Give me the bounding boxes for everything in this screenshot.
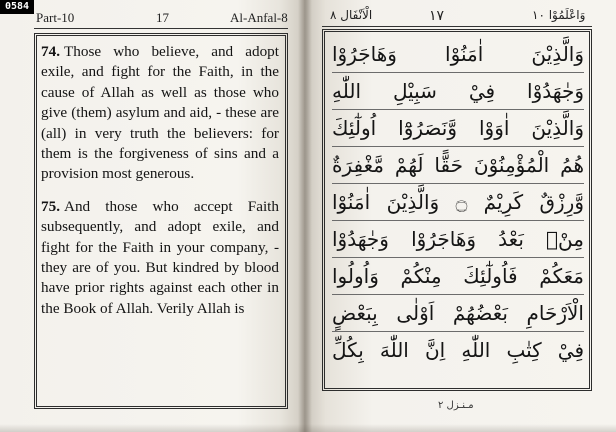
- surah-header: Al-Anfal-8: [230, 10, 288, 25]
- verse-75: [41, 197, 279, 319]
- arabic-surah-header: الْاَنْفَال ٨: [330, 8, 373, 22]
- verse-number: 75.: [41, 197, 60, 215]
- page-number: 17: [156, 10, 169, 25]
- arabic-line: فِيْ كِتٰبِ اللّٰهِ اِنَّ اللّٰهَ بِكُلِّ: [332, 338, 584, 362]
- arabic-text-block: [332, 36, 584, 368]
- verse-number: 74.: [41, 43, 60, 60]
- arabic-header-rule: [322, 26, 592, 27]
- translation-text: [41, 42, 279, 392]
- arabic-page-number: ١٧: [429, 8, 445, 24]
- header-rule: [34, 28, 288, 29]
- manzil-footer: مـنـزل ٢: [438, 400, 474, 411]
- part-header: Part-10: [36, 10, 75, 25]
- verse-text: Those who believe, and adopt exile, and fight for the Faith, in the cause of Allah as well as those who give (them) asylum and aid, - these are (all) in very truth the believers: for them is the forgiveness of sins and a provision most generous.: [41, 43, 279, 183]
- scan-id-label: 0584: [0, 0, 34, 14]
- arabic-line: مَعَكُمْ فَاُولٰٓئِكَ مِنْكُمْ وَاُولُوا: [332, 258, 584, 295]
- arabic-line: وَالَّذِيْنَ اٰوَوْا وَّنَصَرُوْٓا اُولٰٓئِكَ: [332, 110, 584, 147]
- right-page: [304, 0, 616, 432]
- arabic-juz-header: وَاعْلَمُوْا ١٠: [532, 8, 586, 22]
- arabic-line: الْاَرْحَامِ بَعْضُهُمْ اَوْلٰى بِبَعْضٍ: [332, 295, 584, 332]
- verse-74: [41, 42, 279, 185]
- arabic-line: مِنْۢ بَعْدُ وَهَاجَرُوْا وَجٰهَدُوْا: [332, 221, 584, 258]
- book-gutter: [298, 0, 312, 432]
- left-page: [0, 0, 304, 432]
- arabic-line: هُمُ الْمُؤْمِنُوْنَ حَقًّا لَهُمْ مَّغْفِرَةٌ: [332, 147, 584, 184]
- arabic-line: وَّرِزْقٌ كَرِيْمٌ ۝ وَالَّذِيْنَ اٰمَنُوْا: [332, 184, 584, 221]
- verse-text: And those who accept Faith subsequently, and adopt exile, and fight for the Faith in your company, - they are of you. But kindred by blood have prior rights against each other in the Book of Allah. Verily Allah is: [41, 197, 279, 317]
- arabic-line: وَالَّذِيْنَ اٰمَنُوْا وَهَاجَرُوْا: [332, 36, 584, 73]
- arabic-line: وَجٰهَدُوْا فِيْ سَبِيْلِ اللّٰهِ: [332, 73, 584, 110]
